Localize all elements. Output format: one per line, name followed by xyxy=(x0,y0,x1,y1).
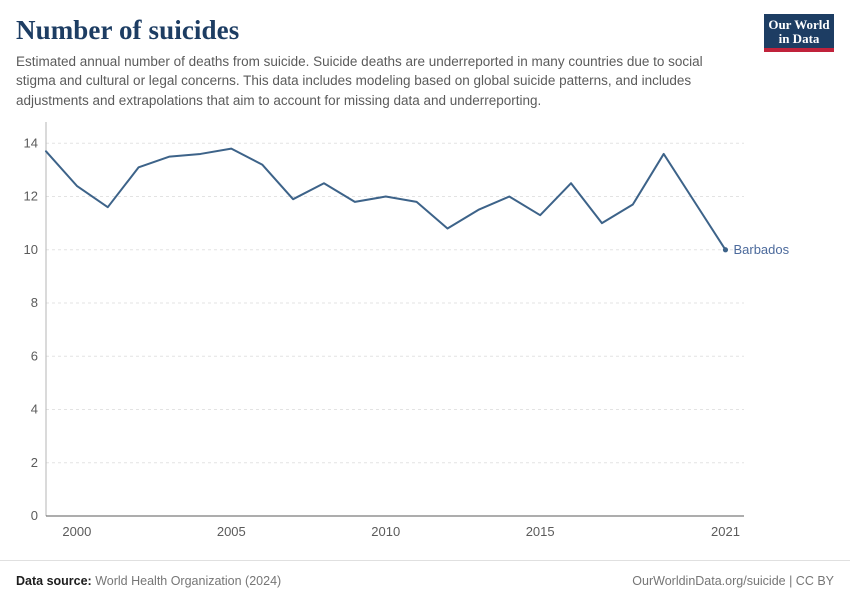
data-series xyxy=(46,149,728,253)
attribution[interactable]: OurWorldinData.org/suicide | CC BY xyxy=(632,573,834,588)
chart-subtitle: Estimated annual number of deaths from suicide. Suicide deaths are underreported in many countries due to social stigma and cultural or legal concerns. This data includes modeling based on global suicide patterns, and includes adjustments and extrapolations that aim to account for missing data and underreporting. xyxy=(16,53,703,108)
line-chart xyxy=(16,112,834,552)
owid-logo-line2: in Data xyxy=(778,30,820,46)
svg-text:Barbados: Barbados xyxy=(733,241,790,257)
svg-text:10: 10 xyxy=(23,241,38,257)
svg-text:6: 6 xyxy=(30,348,38,364)
svg-text:2005: 2005 xyxy=(216,524,246,539)
svg-text:2: 2 xyxy=(30,454,38,470)
owid-logo[interactable] xyxy=(764,14,834,52)
svg-text:2010: 2010 xyxy=(371,524,401,539)
svg-text:2015: 2015 xyxy=(525,524,555,539)
chart-footer xyxy=(0,560,850,600)
svg-text:12: 12 xyxy=(23,188,38,204)
data-source xyxy=(16,574,281,588)
svg-text:14: 14 xyxy=(23,135,38,151)
grid-lines xyxy=(46,143,744,516)
data-source-label: Data source: xyxy=(16,573,92,588)
owid-logo-line1: Our World xyxy=(768,17,830,32)
series-end-label xyxy=(733,242,789,257)
svg-text:2000: 2000 xyxy=(62,524,92,539)
svg-text:2021: 2021 xyxy=(711,524,740,539)
data-source-name: World Health Organization (2024) xyxy=(95,573,282,588)
svg-text:4: 4 xyxy=(30,401,38,417)
chart-plot-area[interactable] xyxy=(16,112,834,552)
page-title: Number of suicides xyxy=(16,15,240,45)
y-axis-tick-labels xyxy=(24,135,38,523)
axis-lines xyxy=(46,122,744,516)
svg-text:8: 8 xyxy=(30,295,38,311)
x-axis-tick-labels xyxy=(62,524,740,539)
svg-text:0: 0 xyxy=(30,508,38,523)
